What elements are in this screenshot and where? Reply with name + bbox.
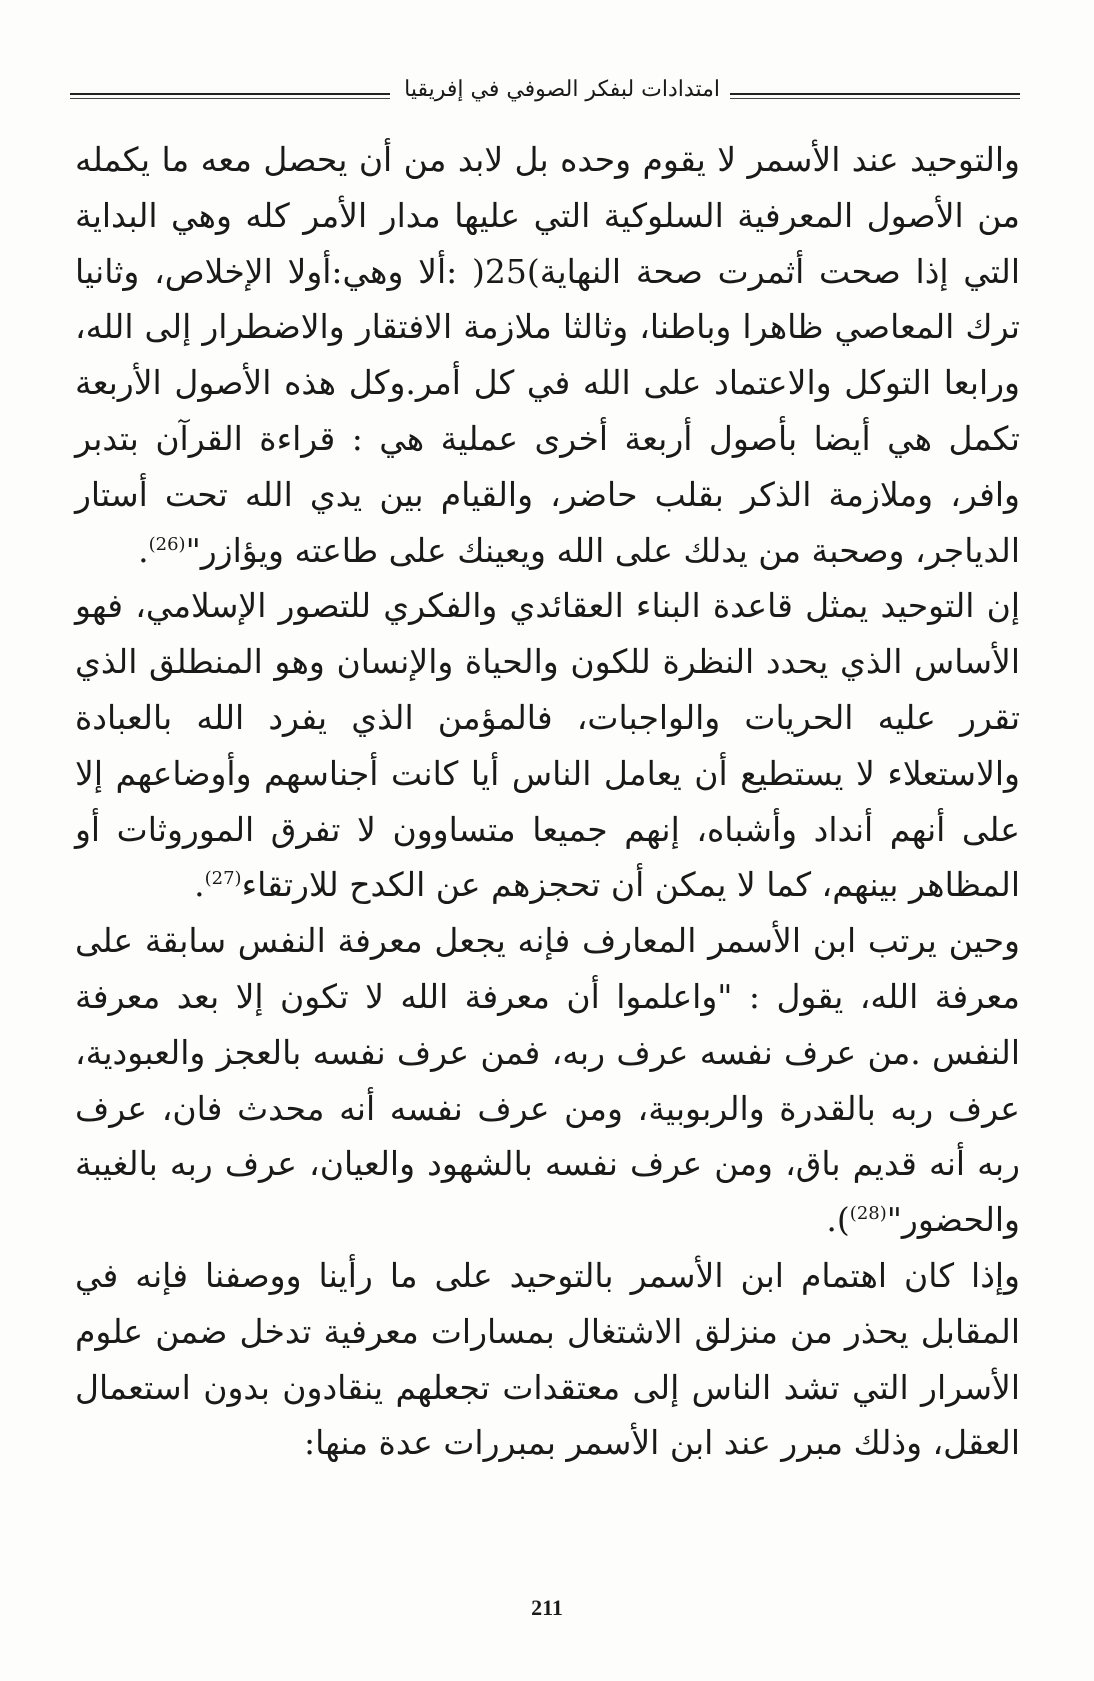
footnote-ref: (26) bbox=[148, 533, 186, 555]
page-number: 211 bbox=[531, 1595, 563, 1620]
paragraph bbox=[75, 132, 1020, 578]
footnote-ref: (27) bbox=[204, 868, 242, 890]
header-title: امتدادات لبفكر الصوفي في إفريقيا bbox=[394, 74, 730, 106]
paragraph bbox=[75, 1248, 1020, 1471]
header-rule bbox=[70, 93, 390, 95]
header-rule bbox=[70, 98, 390, 99]
paragraph-text: إن التوحيد يمثل قاعدة البناء العقائدي والفكري للتصور الإسلامي، فهو الأساس الذي يحدد النظرة للكون والحياة والإنسان وهو المنطلق الذي تقرر عليه الحريات والواجبات، فالمؤمن الذي يفرد الله بالعبادة والاستعلاء لا يستطيع أن يعامل الناس أيا كانت أجناسهم وأوضاعهم إلا على أنهم أنداد وأشباه، إنهم جميعا متساوون لا تفرق الموروثات أو المظاهر بينهم، كما لا يمكن أن تحجزهم عن الكدح للارتقاء bbox=[75, 586, 1020, 905]
paragraph-text: وإذا كان اهتمام ابن الأسمر بالتوحيد على ما رأينا ووصفنا فإنه في المقابل يحذر من منزلق الاشتغال بمسارات معرفية تدخل ضمن علوم الأسرار التي تشد الناس إلى معتقدات تجعلهم ينقادون بدون استعمال العقل، وذلك مبرر عند ابن الأسمر بمبررات عدة منها: bbox=[75, 1255, 1020, 1463]
body-text bbox=[75, 132, 1020, 1471]
paragraph-text: والتوحيد عند الأسمر لا يقوم وحده بل لابد من أن يحصل معه ما يكمله من الأصول المعرفية السلوكية التي عليها مدار الأمر كله وهي البداية التي إذا صحت أثمرت صحة النهاية)25( :ألا وهي:أولا الإخلاص، وثانيا ترك المعاصي ظاهرا وباطنا، وثالثا ملازمة الافتقار والاضطرار إلى الله، ورابعا التوكل والاعتماد على الله في كل أمر.وكل هذه الأصول الأربعة تكمل هي أيضا بأصول أربعة أخرى عملية هي : قراءة القرآن بتدبر وافر، وملازمة الذكر بقلب حاضر، والقيام بين يدي الله تحت أستار الدياجر، وصحبة من يدلك على الله ويعينك على طاعته ويؤازر" bbox=[75, 140, 1020, 570]
paragraph bbox=[75, 913, 1020, 1248]
running-header bbox=[70, 74, 1020, 114]
paragraph-text: وحين يرتب ابن الأسمر المعارف فإنه يجعل معرفة النفس سابقة على معرفة الله، يقول : "واعلموا أن معرفة الله لا تكون إلا بعد معرفة النفس .من عرف نفسه عرف ربه، فمن عرف نفسه بالعجز والعبودية، عرف ربه بالقدرة والربوبية، ومن عرف نفسه أنه محدث فان، عرف ربه أنه قديم باق، ومن عرف نفسه بالشهود والعيان، عرف ربه بالغيبة والحضور" bbox=[75, 921, 1020, 1240]
paragraph-end: . bbox=[194, 865, 205, 905]
paragraph bbox=[75, 578, 1020, 913]
header-rule bbox=[720, 93, 1020, 95]
paragraph-end: ). bbox=[826, 1200, 850, 1240]
header-rule bbox=[720, 98, 1020, 99]
paragraph-end: . bbox=[138, 530, 149, 570]
footnote-ref: (28) bbox=[849, 1203, 887, 1225]
